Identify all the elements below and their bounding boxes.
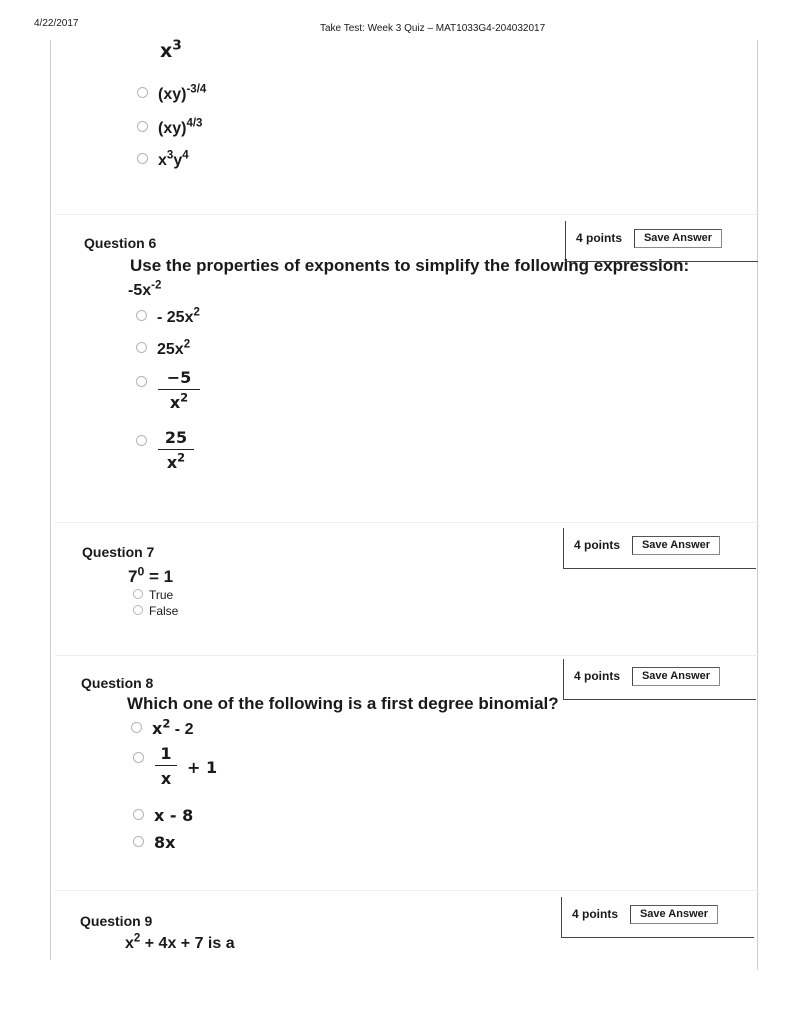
q5-option-1[interactable]: (xy)$^{-3/4}$ — [137, 86, 206, 104]
radio-button[interactable] — [137, 87, 148, 98]
q7-points-box — [563, 528, 756, 569]
radio-button[interactable] — [136, 342, 147, 353]
left-frame-line — [50, 40, 51, 960]
radio-button[interactable] — [133, 809, 144, 820]
question-6-label: Question 6 — [84, 235, 157, 251]
q7-statement: $7^0 = 1$ — [128, 564, 174, 586]
points-label: 4 points — [572, 907, 619, 921]
divider — [55, 522, 759, 523]
q6-option-4-radio[interactable] — [136, 435, 147, 446]
q8-option-1[interactable]: $x^2 - 2$ — [131, 719, 193, 739]
radio-button[interactable] — [137, 121, 148, 132]
question-9-label: Question 9 — [80, 913, 153, 929]
q6-option-2[interactable]: $25x^2$ — [136, 341, 190, 359]
question-6-prompt: Use the properties of exponents to simplify the following expression: — [130, 256, 690, 275]
question-9-prompt: $x^2 + 4x + 7$ is a — [125, 932, 235, 952]
q9-points-box — [561, 897, 754, 938]
points-label: 4 points — [574, 538, 621, 552]
q6-option-4-fraction: 25 $x^2$ — [158, 428, 194, 472]
page-title: Take Test: Week 3 Quiz – MAT1033G4-204032017 — [320, 23, 546, 34]
points-label: 4 points — [574, 669, 621, 683]
radio-button[interactable] — [133, 589, 143, 599]
divider — [55, 214, 759, 215]
q8-option-2-fraction: 1 x — [155, 744, 177, 788]
radio-button[interactable] — [133, 836, 144, 847]
q8-option-4[interactable]: 8x — [133, 833, 175, 853]
radio-button[interactable] — [136, 310, 147, 321]
points-label: 4 points — [576, 231, 623, 245]
save-answer-button[interactable]: Save Answer — [630, 905, 718, 924]
q6-option-3-fraction: −5 $x^2$ — [158, 368, 200, 412]
radio-button[interactable] — [133, 605, 143, 615]
radio-button[interactable] — [131, 722, 142, 733]
question-8-label: Question 8 — [81, 675, 154, 691]
q8-option-2-rest: + 1 — [187, 758, 218, 777]
q8-points-box — [563, 659, 756, 700]
q6-option-3-radio[interactable] — [136, 376, 147, 387]
question-7-label: Question 7 — [82, 544, 155, 560]
q7-option-true[interactable]: True — [133, 588, 173, 602]
question-8-prompt: Which one of the following is a first degree binomial? — [127, 694, 559, 713]
q5-option-3[interactable]: $x^3y^4$ — [137, 152, 189, 170]
radio-button[interactable] — [137, 153, 148, 164]
divider — [55, 655, 759, 656]
save-answer-button[interactable]: Save Answer — [632, 667, 720, 686]
q5-option-2[interactable]: (xy)$^{4/3}$ — [137, 120, 202, 138]
print-date: 4/22/2017 — [34, 18, 79, 29]
right-frame-line — [757, 40, 758, 970]
q7-option-false[interactable]: False — [133, 604, 178, 618]
q6-expression: $-5x^{-2}$ — [128, 279, 162, 299]
q8-option-2-radio[interactable] — [133, 752, 144, 763]
q6-option-1[interactable]: - $25x^2$ — [136, 309, 200, 327]
q5-fragment: $x^3$ — [160, 37, 182, 62]
save-answer-button[interactable]: Save Answer — [632, 536, 720, 555]
divider — [55, 890, 759, 891]
q8-option-3[interactable]: x - 8 — [133, 806, 193, 826]
save-answer-button[interactable]: Save Answer — [634, 229, 722, 248]
